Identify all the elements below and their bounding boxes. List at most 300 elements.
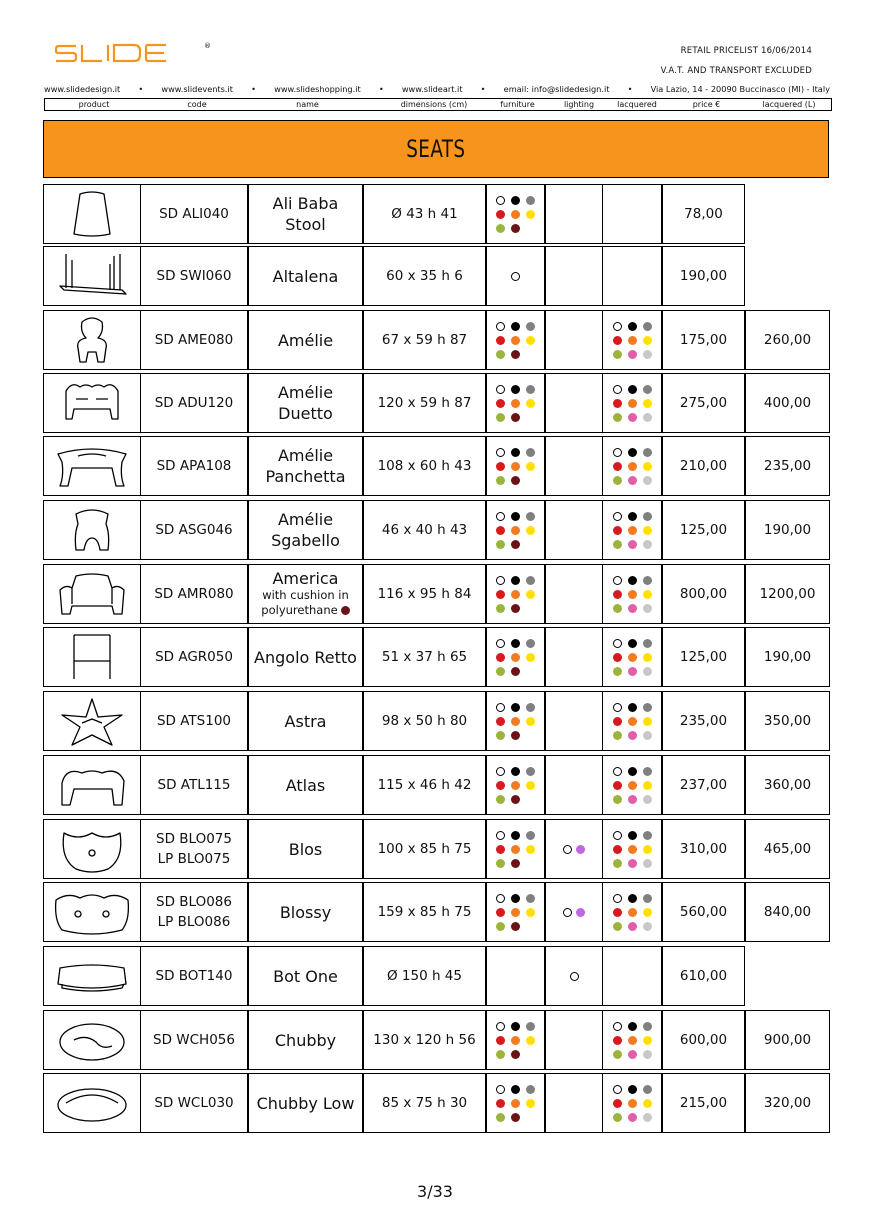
product-name: America bbox=[272, 569, 339, 588]
code-cell bbox=[140, 691, 248, 751]
color-swatch bbox=[613, 512, 622, 521]
name-cell bbox=[248, 946, 363, 1006]
col-lacquered: lacquered bbox=[617, 100, 657, 109]
color-swatch bbox=[613, 448, 622, 457]
color-swatch bbox=[613, 1050, 622, 1059]
color-swatch bbox=[643, 639, 652, 648]
code-cell bbox=[140, 1010, 248, 1070]
dimensions-cell: 51 x 37 h 65 bbox=[363, 627, 486, 687]
color-swatch bbox=[511, 413, 520, 422]
color-swatch bbox=[526, 781, 535, 790]
swing-icon bbox=[52, 250, 132, 302]
color-swatch bbox=[628, 908, 637, 917]
color-swatch bbox=[613, 1113, 622, 1122]
lighting-cell bbox=[545, 946, 603, 1006]
color-swatch bbox=[628, 590, 637, 599]
color-swatch bbox=[496, 385, 505, 394]
color-swatch bbox=[496, 196, 505, 205]
section-banner bbox=[43, 120, 829, 178]
dimensions-cell: 100 x 85 h 75 bbox=[363, 819, 486, 879]
color-swatch bbox=[496, 210, 505, 219]
color-swatch bbox=[643, 322, 652, 331]
chubby-low-icon bbox=[52, 1077, 132, 1129]
color-swatch bbox=[628, 1099, 637, 1108]
color-swatch bbox=[628, 476, 637, 485]
name-cell bbox=[248, 1073, 363, 1133]
color-swatch bbox=[643, 448, 652, 457]
dimensions-cell: 115 x 46 h 42 bbox=[363, 755, 486, 815]
code-cell bbox=[140, 564, 248, 624]
dimensions-cell: 98 x 50 h 80 bbox=[363, 691, 486, 751]
furniture-colors bbox=[496, 1085, 535, 1122]
color-swatch bbox=[511, 590, 520, 599]
section-title: SEATS bbox=[406, 135, 466, 163]
color-swatch bbox=[496, 540, 505, 549]
link-slidevents[interactable]: www.slidevents.it bbox=[161, 84, 233, 94]
color-swatch bbox=[628, 604, 637, 613]
color-swatch bbox=[628, 385, 637, 394]
color-swatch bbox=[496, 413, 505, 422]
color-swatch bbox=[628, 831, 637, 840]
color-swatch bbox=[496, 731, 505, 740]
lacquered-cell bbox=[602, 436, 662, 496]
color-swatch bbox=[613, 703, 622, 712]
color-swatch bbox=[526, 196, 535, 205]
color-swatch bbox=[496, 1050, 505, 1059]
furniture-colors bbox=[496, 196, 535, 233]
color-swatch bbox=[628, 639, 637, 648]
color-swatch bbox=[613, 385, 622, 394]
lighting-cell bbox=[545, 184, 603, 244]
column-header-bar bbox=[44, 98, 832, 111]
col-dimensions: dimensions (cm) bbox=[400, 100, 468, 109]
color-swatch bbox=[643, 1085, 652, 1094]
single-color bbox=[511, 272, 520, 281]
chubby-icon bbox=[52, 1014, 132, 1066]
amelie-stool-icon bbox=[52, 504, 132, 556]
furniture-cell bbox=[486, 246, 545, 306]
color-swatch bbox=[526, 385, 535, 394]
product-name: Sgabello bbox=[271, 531, 340, 550]
lacquered-colors bbox=[613, 703, 652, 740]
color-swatch bbox=[511, 1036, 520, 1045]
color-swatch bbox=[643, 781, 652, 790]
product-name: Altalena bbox=[272, 266, 339, 286]
color-swatch bbox=[511, 336, 520, 345]
star-chair-icon bbox=[52, 695, 132, 747]
svg-text:®: ® bbox=[204, 42, 211, 50]
color-swatch bbox=[526, 908, 535, 917]
color-swatch bbox=[496, 322, 505, 331]
price-cell: 190,00 bbox=[662, 246, 745, 306]
lacquered-cell bbox=[602, 246, 662, 306]
color-swatch bbox=[613, 1022, 622, 1031]
color-swatch bbox=[613, 653, 622, 662]
lacquered-cell bbox=[602, 819, 662, 879]
price-lacquered-cell: 1200,00 bbox=[745, 564, 830, 624]
color-swatch bbox=[628, 413, 637, 422]
link-slidedesign[interactable]: www.slidedesign.it bbox=[44, 84, 121, 94]
code-cell bbox=[140, 373, 248, 433]
color-swatch bbox=[526, 653, 535, 662]
color-swatch bbox=[628, 350, 637, 359]
product-code: SD BLO075 bbox=[156, 831, 232, 847]
color-swatch bbox=[496, 1099, 505, 1108]
color-swatch bbox=[511, 1099, 520, 1108]
lighting-colors bbox=[563, 908, 585, 917]
color-swatch bbox=[526, 703, 535, 712]
lighting-cell bbox=[545, 246, 603, 306]
color-swatch bbox=[563, 908, 572, 917]
furniture-colors bbox=[496, 767, 535, 804]
product-image bbox=[43, 564, 141, 624]
price-cell: 175,00 bbox=[662, 310, 745, 370]
color-swatch bbox=[511, 476, 520, 485]
product-image bbox=[43, 373, 141, 433]
color-swatch bbox=[613, 576, 622, 585]
lacquered-cell bbox=[602, 500, 662, 560]
color-swatch bbox=[628, 336, 637, 345]
color-swatch bbox=[511, 781, 520, 790]
color-swatch bbox=[496, 399, 505, 408]
furniture-cell bbox=[486, 627, 545, 687]
color-swatch bbox=[643, 336, 652, 345]
price-lacquered-cell: 190,00 bbox=[745, 500, 830, 560]
furniture-cell bbox=[486, 946, 545, 1006]
color-swatch bbox=[526, 845, 535, 854]
code-cell bbox=[140, 310, 248, 370]
color-swatch bbox=[628, 1036, 637, 1045]
color-swatch bbox=[628, 922, 637, 931]
dimensions-cell: 46 x 40 h 43 bbox=[363, 500, 486, 560]
price-cell: 78,00 bbox=[662, 184, 745, 244]
code-cell bbox=[140, 755, 248, 815]
furniture-colors bbox=[496, 448, 535, 485]
color-swatch bbox=[496, 224, 505, 233]
product-image bbox=[43, 246, 141, 306]
color-swatch bbox=[496, 1022, 505, 1031]
color-swatch bbox=[613, 590, 622, 599]
lacquered-cell bbox=[602, 310, 662, 370]
color-swatch bbox=[628, 859, 637, 868]
lighting-cell bbox=[545, 691, 603, 751]
lacquered-colors bbox=[613, 894, 652, 931]
color-swatch bbox=[643, 845, 652, 854]
color-swatch bbox=[643, 703, 652, 712]
product-name: Ali Baba bbox=[272, 194, 339, 213]
color-swatch bbox=[628, 731, 637, 740]
col-code: code bbox=[187, 100, 207, 109]
color-swatch bbox=[613, 795, 622, 804]
color-swatch bbox=[613, 908, 622, 917]
color-swatch bbox=[570, 972, 579, 981]
color-swatch bbox=[526, 322, 535, 331]
dimensions-cell: 60 x 35 h 6 bbox=[363, 246, 486, 306]
color-swatch bbox=[511, 224, 520, 233]
color-swatch bbox=[643, 1099, 652, 1108]
lacquered-cell bbox=[602, 691, 662, 751]
color-swatch bbox=[511, 703, 520, 712]
product-code: SD ASG046 bbox=[155, 522, 233, 538]
color-swatch bbox=[628, 703, 637, 712]
color-swatch bbox=[526, 512, 535, 521]
color-swatch bbox=[526, 831, 535, 840]
name-cell bbox=[248, 882, 363, 942]
dimensions-cell: 85 x 75 h 30 bbox=[363, 1073, 486, 1133]
color-swatch bbox=[628, 540, 637, 549]
color-swatch bbox=[511, 399, 520, 408]
color-swatch bbox=[496, 639, 505, 648]
color-swatch bbox=[643, 385, 652, 394]
color-swatch bbox=[628, 767, 637, 776]
color-swatch bbox=[511, 322, 520, 331]
color-swatch bbox=[511, 350, 520, 359]
product-code: SD WCL030 bbox=[154, 1095, 234, 1111]
color-swatch bbox=[496, 908, 505, 917]
color-swatch bbox=[643, 526, 652, 535]
dimensions-cell: 108 x 60 h 43 bbox=[363, 436, 486, 496]
color-swatch bbox=[643, 795, 652, 804]
color-swatch bbox=[511, 908, 520, 917]
product-name: Amélie bbox=[277, 446, 334, 465]
lacquered-colors bbox=[613, 1022, 652, 1059]
color-swatch bbox=[511, 922, 520, 931]
col-price: price € bbox=[692, 100, 721, 109]
color-swatch bbox=[526, 576, 535, 585]
color-swatch bbox=[496, 845, 505, 854]
dimensions-cell: 130 x 120 h 56 bbox=[363, 1010, 486, 1070]
product-code: SD WCH056 bbox=[153, 1032, 235, 1048]
separator: • bbox=[378, 84, 384, 94]
color-swatch bbox=[613, 604, 622, 613]
color-swatch bbox=[643, 731, 652, 740]
lacquered-colors bbox=[613, 639, 652, 676]
color-swatch bbox=[496, 476, 505, 485]
price-cell: 210,00 bbox=[662, 436, 745, 496]
color-swatch bbox=[643, 894, 652, 903]
color-swatch bbox=[511, 1050, 520, 1059]
furniture-colors bbox=[496, 512, 535, 549]
product-image bbox=[43, 691, 141, 751]
color-swatch bbox=[643, 590, 652, 599]
color-swatch bbox=[643, 512, 652, 521]
amelie-chair-icon bbox=[52, 314, 132, 366]
color-swatch bbox=[628, 795, 637, 804]
code-cell bbox=[140, 184, 248, 244]
lighting-cell bbox=[545, 373, 603, 433]
furniture-colors bbox=[496, 1022, 535, 1059]
pricelist-title: RETAIL PRICELIST 16/06/2014 bbox=[680, 46, 812, 56]
name-note: with cushion in bbox=[262, 588, 349, 602]
lacquered-cell bbox=[602, 564, 662, 624]
furniture-cell bbox=[486, 436, 545, 496]
product-name: Blossy bbox=[279, 902, 332, 922]
color-swatch bbox=[511, 653, 520, 662]
color-swatch bbox=[511, 1022, 520, 1031]
color-swatch bbox=[613, 1036, 622, 1045]
color-swatch bbox=[643, 859, 652, 868]
dimensions-cell: 159 x 85 h 75 bbox=[363, 882, 486, 942]
color-swatch bbox=[613, 845, 622, 854]
furniture-cell bbox=[486, 310, 545, 370]
color-swatch bbox=[511, 526, 520, 535]
price-lacquered-cell: 360,00 bbox=[745, 755, 830, 815]
lighting-colors bbox=[563, 845, 585, 854]
color-swatch bbox=[643, 767, 652, 776]
color-swatch bbox=[526, 590, 535, 599]
color-swatch bbox=[526, 1099, 535, 1108]
color-swatch bbox=[643, 1022, 652, 1031]
lighting-cell bbox=[545, 500, 603, 560]
lacquered-cell bbox=[602, 184, 662, 244]
color-swatch bbox=[643, 604, 652, 613]
color-swatch bbox=[628, 781, 637, 790]
name-cell bbox=[248, 310, 363, 370]
name-cell bbox=[248, 1010, 363, 1070]
price-cell: 235,00 bbox=[662, 691, 745, 751]
product-image bbox=[43, 1010, 141, 1070]
color-swatch bbox=[643, 540, 652, 549]
lacquered-colors bbox=[613, 512, 652, 549]
product-code: SD ATL115 bbox=[157, 777, 231, 793]
furniture-colors bbox=[496, 576, 535, 613]
color-swatch bbox=[511, 540, 520, 549]
product-code: SD SWI060 bbox=[156, 268, 232, 284]
color-swatch bbox=[613, 413, 622, 422]
furniture-cell bbox=[486, 373, 545, 433]
color-swatch bbox=[511, 462, 520, 471]
price-cell: 610,00 bbox=[662, 946, 745, 1006]
blossy-sofa-icon bbox=[52, 886, 132, 938]
email-contact[interactable]: email: info@slidedesign.it bbox=[503, 84, 610, 94]
price-cell: 800,00 bbox=[662, 564, 745, 624]
color-swatch bbox=[496, 604, 505, 613]
code-cell bbox=[140, 1073, 248, 1133]
color-swatch bbox=[613, 767, 622, 776]
price-lacquered-cell: 235,00 bbox=[745, 436, 830, 496]
color-swatch bbox=[643, 922, 652, 931]
bot-one-icon bbox=[52, 950, 132, 1002]
furniture-cell bbox=[486, 819, 545, 879]
product-code: SD ATS100 bbox=[156, 713, 232, 729]
color-swatch bbox=[496, 767, 505, 776]
page-number: 3/33 bbox=[417, 1182, 453, 1201]
color-swatch bbox=[496, 462, 505, 471]
code-cell bbox=[140, 627, 248, 687]
color-swatch bbox=[613, 1085, 622, 1094]
lacquered-cell bbox=[602, 755, 662, 815]
furniture-colors bbox=[496, 703, 535, 740]
product-name: Duetto bbox=[278, 404, 333, 423]
color-swatch bbox=[613, 1099, 622, 1108]
color-swatch bbox=[643, 399, 652, 408]
color-swatch bbox=[613, 540, 622, 549]
name-note: polyurethane bbox=[261, 603, 338, 617]
color-swatch bbox=[628, 448, 637, 457]
color-swatch bbox=[613, 731, 622, 740]
price-cell: 237,00 bbox=[662, 755, 745, 815]
color-swatch bbox=[496, 703, 505, 712]
product-code: LP BLO086 bbox=[157, 914, 231, 930]
color-swatch bbox=[613, 667, 622, 676]
price-lacquered-cell: 465,00 bbox=[745, 819, 830, 879]
blos-chair-icon bbox=[52, 823, 132, 875]
product-name: Chubby Low bbox=[256, 1093, 355, 1113]
product-code: SD ALI040 bbox=[159, 206, 229, 222]
furniture-colors bbox=[496, 894, 535, 931]
lighting-cell bbox=[545, 564, 603, 624]
price-lacquered-cell: 350,00 bbox=[745, 691, 830, 751]
color-swatch bbox=[511, 859, 520, 868]
name-cell bbox=[248, 819, 363, 879]
color-swatch bbox=[526, 210, 535, 219]
lacquered-colors bbox=[613, 448, 652, 485]
color-swatch bbox=[576, 908, 585, 917]
product-image bbox=[43, 755, 141, 815]
color-swatch bbox=[613, 476, 622, 485]
product-image bbox=[43, 184, 141, 244]
color-swatch bbox=[526, 767, 535, 776]
link-slideshopping[interactable]: www.slideshopping.it bbox=[274, 84, 361, 94]
color-swatch bbox=[496, 653, 505, 662]
color-swatch bbox=[511, 210, 520, 219]
color-swatch bbox=[526, 1022, 535, 1031]
name-cell bbox=[248, 564, 363, 624]
color-swatch bbox=[526, 462, 535, 471]
lacquered-colors bbox=[613, 385, 652, 422]
color-swatch bbox=[576, 845, 585, 854]
color-swatch bbox=[511, 767, 520, 776]
code-cell bbox=[140, 246, 248, 306]
color-swatch bbox=[511, 831, 520, 840]
color-swatch bbox=[628, 667, 637, 676]
color-swatch bbox=[496, 1085, 505, 1094]
dimensions-cell: 67 x 59 h 87 bbox=[363, 310, 486, 370]
color-swatch bbox=[628, 462, 637, 471]
lighting-cell bbox=[545, 819, 603, 879]
color-swatch bbox=[526, 399, 535, 408]
price-lacquered-cell: 900,00 bbox=[745, 1010, 830, 1070]
color-swatch bbox=[496, 512, 505, 521]
color-swatch bbox=[643, 667, 652, 676]
lacquered-colors bbox=[613, 767, 652, 804]
color-swatch bbox=[526, 526, 535, 535]
lighting-cell bbox=[545, 755, 603, 815]
color-swatch bbox=[613, 859, 622, 868]
color-swatch bbox=[511, 196, 520, 205]
color-swatch bbox=[496, 922, 505, 931]
name-cell bbox=[248, 500, 363, 560]
color-swatch bbox=[628, 717, 637, 726]
product-image bbox=[43, 819, 141, 879]
slide-logo bbox=[54, 40, 214, 66]
color-swatch bbox=[496, 350, 505, 359]
color-swatch bbox=[511, 1113, 520, 1122]
lacquered-cell bbox=[602, 373, 662, 433]
color-swatch bbox=[526, 448, 535, 457]
link-slideart[interactable]: www.slideart.it bbox=[401, 84, 463, 94]
color-swatch bbox=[643, 476, 652, 485]
armchair-icon bbox=[52, 568, 132, 620]
color-swatch bbox=[628, 653, 637, 662]
lighting-cell bbox=[545, 1073, 603, 1133]
color-swatch bbox=[643, 413, 652, 422]
product-name: Amélie bbox=[277, 383, 334, 402]
color-swatch bbox=[526, 1085, 535, 1094]
lacquered-colors bbox=[613, 322, 652, 359]
product-name: Angolo Retto bbox=[254, 647, 357, 667]
code-cell bbox=[140, 500, 248, 560]
